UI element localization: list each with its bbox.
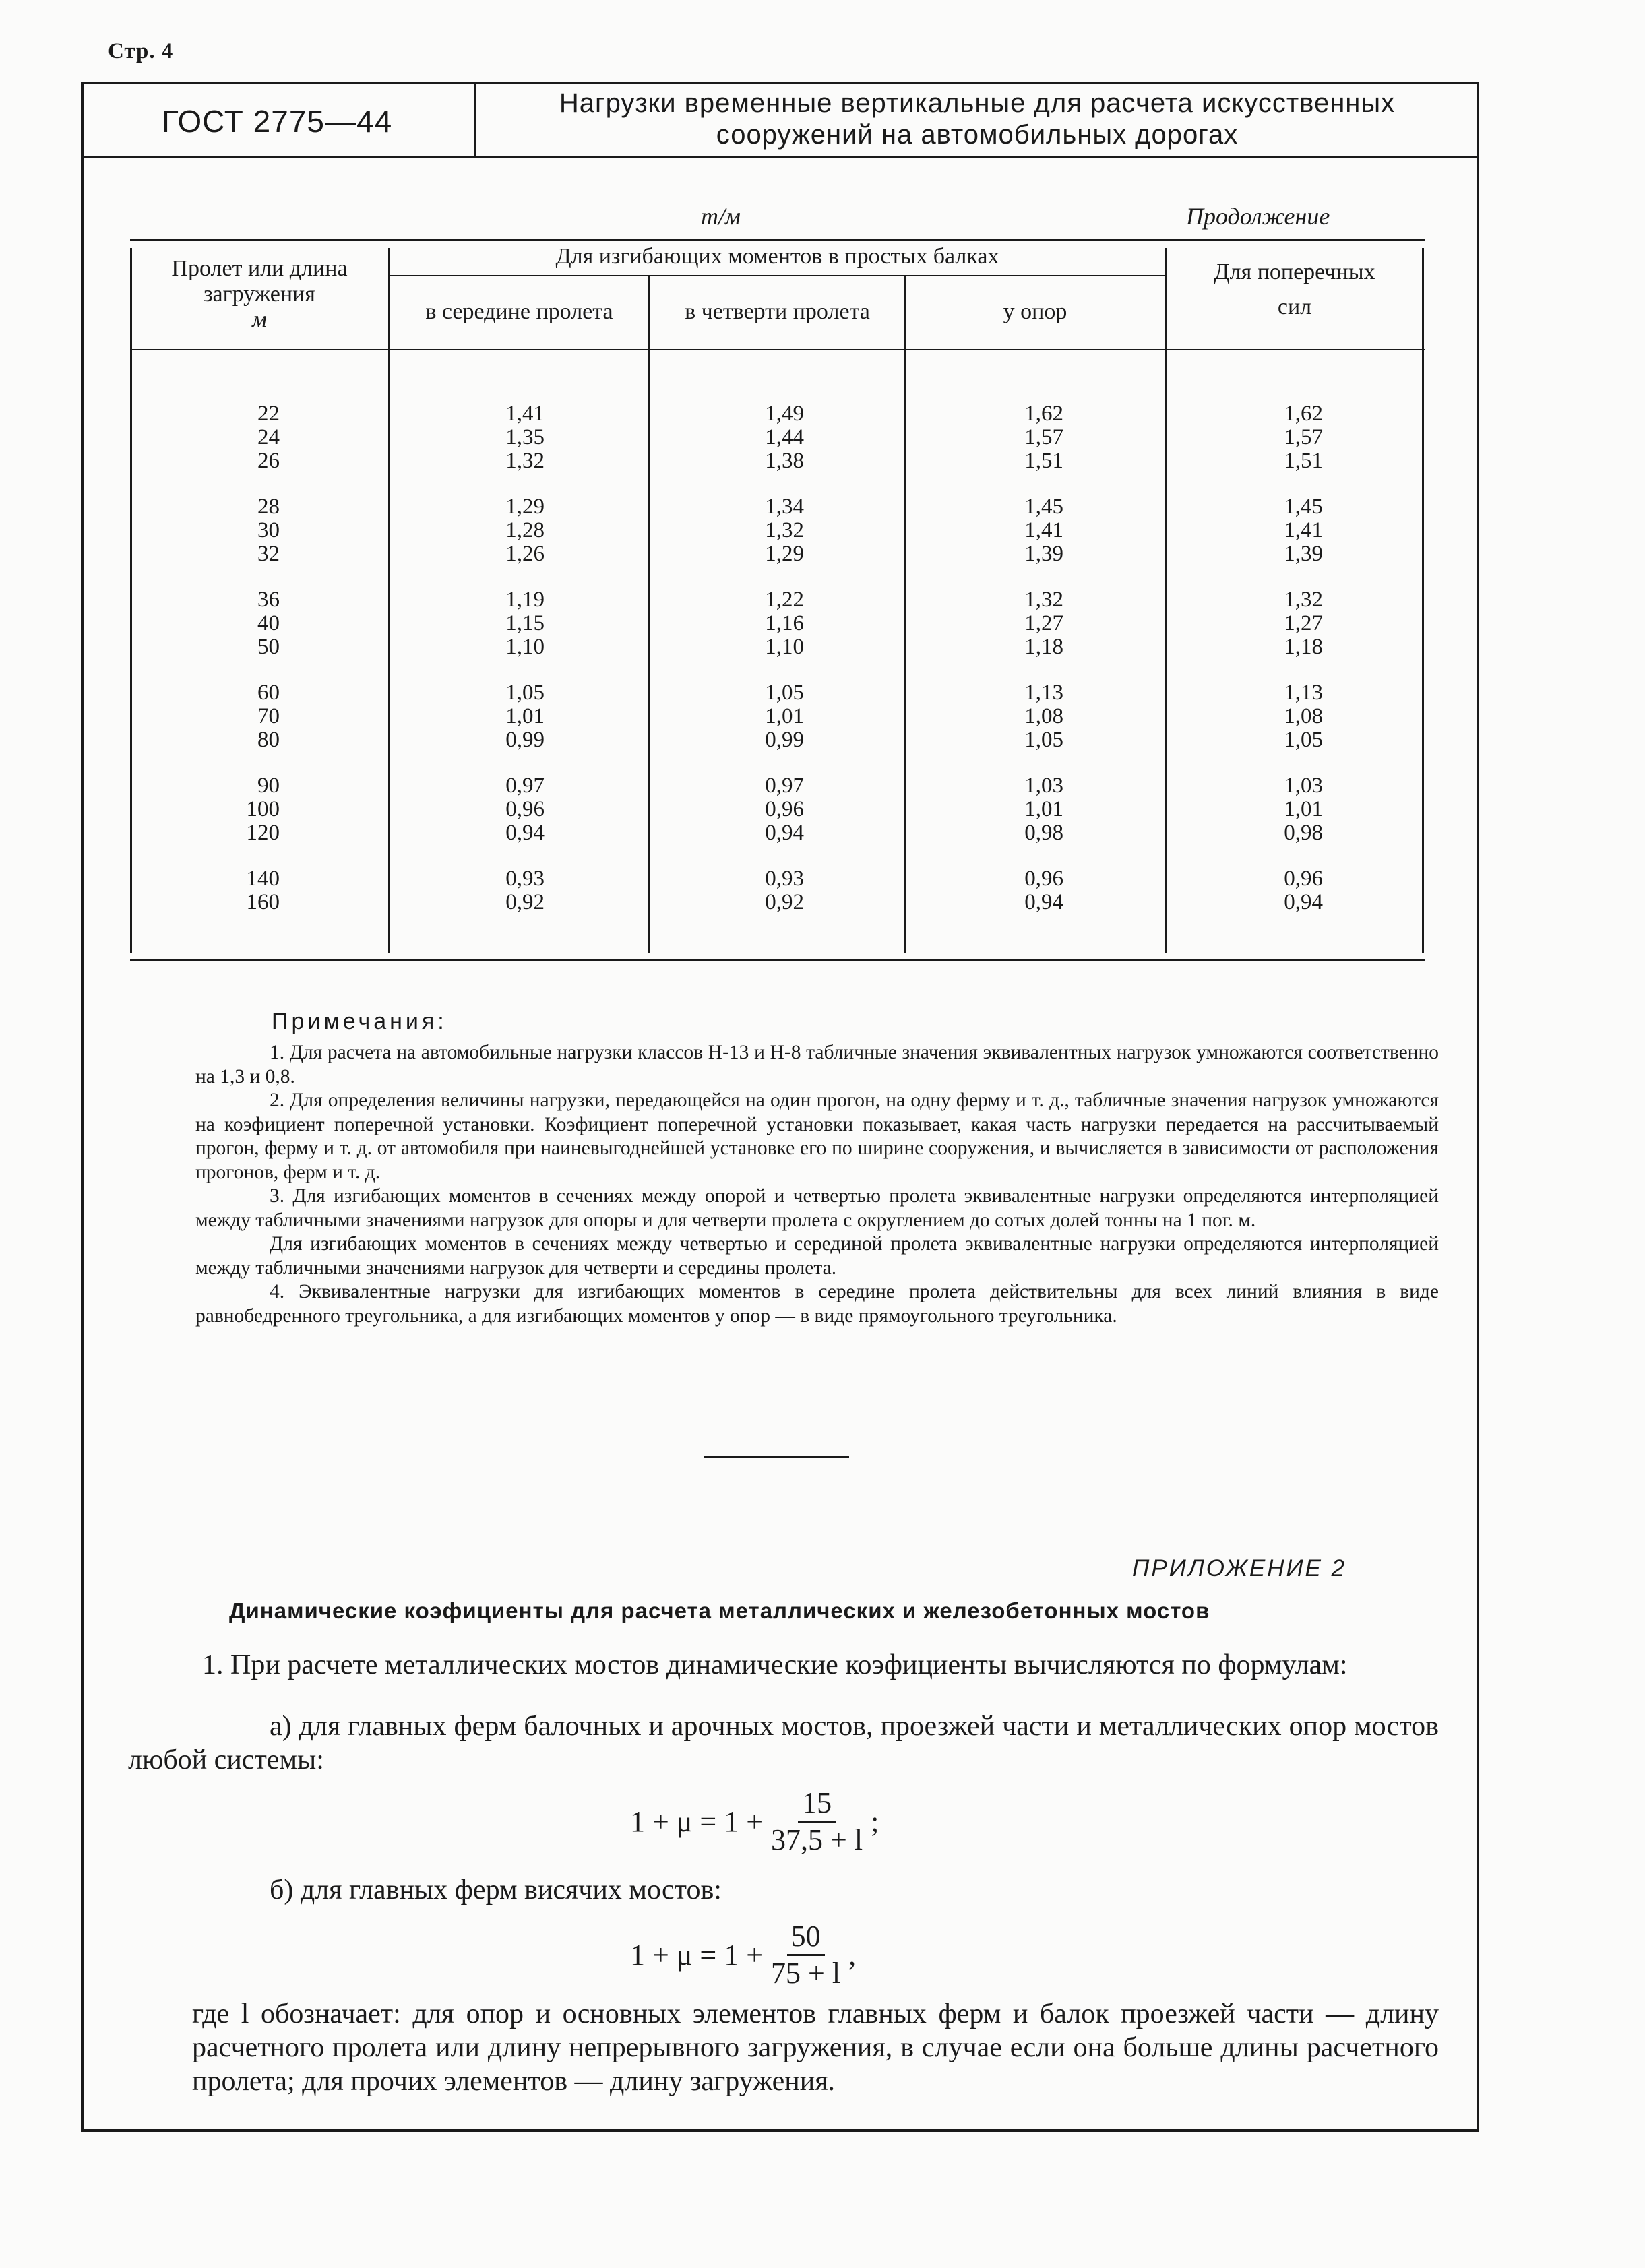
table-unit: т/м: [701, 203, 741, 230]
group-gap: [991, 473, 1063, 495]
header-title-line2: сооружений на автомобильных дорогах: [716, 120, 1239, 150]
col-support-values: [991, 402, 1063, 914]
formula-1: [630, 1787, 879, 1856]
table-cell: 1,41: [1284, 518, 1323, 542]
col-divider-2: [648, 275, 650, 953]
appendix-where-para: где l обозначает: для опор и основных элементов главных ферм и балок проезжей части — длину расчетного пролета или длину непрерывного загружения, в случае если она больше длины расчетного пролета; для прочих элементов — длину загружения.: [192, 1998, 1439, 2097]
header-title: [485, 88, 1469, 151]
table-cell: 1,34: [765, 495, 804, 519]
frame-top-rule: [81, 82, 1479, 84]
table-cell: 1,16: [765, 611, 804, 635]
table-cell: 1,27: [1024, 611, 1063, 635]
formula-2-numerator: 50: [787, 1920, 825, 1956]
table-cell: 40: [257, 611, 280, 635]
table-cell: 120: [246, 821, 280, 845]
table-cell: 1,08: [1024, 704, 1063, 728]
group-gap: [731, 752, 804, 774]
col-quarter-values: [731, 402, 804, 914]
group-gap: [991, 566, 1063, 588]
section-separator: [704, 1456, 849, 1458]
header-shear: [1167, 259, 1422, 320]
table-cell: 60: [257, 681, 280, 705]
group-gap: [1250, 845, 1323, 867]
gost-code: ГОСТ 2775—44: [162, 104, 393, 139]
table-cell: 0,94: [505, 821, 545, 845]
group-gap: [472, 845, 545, 867]
appendix-para-1-text: 1. При расчете металлических мостов динамические коэфициенты вычисляются по формулам:: [202, 1649, 1348, 1680]
table-cell: 0,96: [765, 797, 804, 821]
table-cell: 1,03: [1024, 774, 1063, 798]
table-cell: 0,94: [1024, 890, 1063, 914]
table-cell: 1,05: [1284, 728, 1323, 752]
table-cell: 1,49: [765, 402, 804, 426]
formula-2-lhs: 1 + μ = 1 +: [630, 1939, 764, 1972]
table-cell: 160: [246, 890, 280, 914]
group-gap: [1250, 659, 1323, 681]
formula-2-fraction: [767, 1920, 844, 1990]
table-cell: 1,57: [1284, 425, 1323, 449]
table-cell: 1,29: [765, 542, 804, 566]
table-cell: 90: [257, 774, 280, 798]
table-cell: 50: [257, 635, 280, 659]
header-bottom-rule: [81, 156, 1479, 158]
table-cell: 1,35: [505, 425, 545, 449]
table-cell: 0,92: [505, 890, 545, 914]
group-gap: [731, 659, 804, 681]
col-span-values: [202, 402, 280, 914]
group-header-rule: [390, 275, 1165, 276]
col-divider-3: [904, 275, 906, 953]
col-divider-4: [1165, 248, 1167, 953]
group-gap: [202, 845, 280, 867]
group-gap: [1250, 473, 1323, 495]
group-gap: [472, 566, 545, 588]
note-3: 3. Для изгибающих моментов в сечениях между опорой и четвертью пролета эквивалентные нагрузки определяются интерполяцией между табличными значениями нагрузок для опоры и для четверти пролета с округлением до сотых долей тонны на 1 пог. м.: [195, 1185, 1439, 1231]
table-cell: 1,62: [1024, 402, 1063, 426]
header-support: у опор: [1003, 299, 1067, 324]
table-cell: 1,10: [765, 635, 804, 659]
table-cell: 1,51: [1284, 449, 1323, 473]
header-separator-rule: [130, 349, 1425, 350]
table-cell: 1,29: [505, 495, 545, 519]
table-cell: 0,97: [765, 774, 804, 798]
header-shear-line1: Для поперечных: [1214, 259, 1375, 284]
table-cell: 1,44: [765, 425, 804, 449]
table-cell: 1,01: [505, 704, 545, 728]
formula-2-denominator: 75 + l: [771, 1957, 841, 1990]
table-cell: 1,45: [1284, 495, 1323, 519]
formula-2: [630, 1920, 856, 1990]
formula-1-lhs: 1 + μ = 1 +: [630, 1805, 764, 1838]
group-gap: [202, 752, 280, 774]
group-gap: [731, 473, 804, 495]
table-cell: 1,22: [765, 588, 804, 612]
appendix-label: ПРИЛОЖЕНИЕ 2: [1132, 1555, 1347, 1581]
frame-bottom-rule: [81, 2129, 1479, 2132]
table-cell: 0,96: [1284, 867, 1323, 891]
table-cell: 1,08: [1284, 704, 1323, 728]
table-bottom-rule: [130, 959, 1425, 961]
formula-1-fraction: [767, 1787, 867, 1856]
table-cell: 1,05: [505, 681, 545, 705]
table-cell: 0,96: [1024, 867, 1063, 891]
col-shear-values: [1250, 402, 1323, 914]
group-gap: [991, 659, 1063, 681]
header-shear-line2: сил: [1277, 294, 1312, 319]
table-cell: 1,39: [1284, 542, 1323, 566]
appendix-item-a: а) для главных ферм балочных и арочных мостов, проезжей части и металлических опор мостов любой системы:: [128, 1711, 1439, 1775]
table-right-rule: [1422, 248, 1424, 953]
table-cell: 1,03: [1284, 774, 1323, 798]
group-gap: [202, 659, 280, 681]
group-gap: [472, 473, 545, 495]
appendix-title: Динамические коэфициенты для расчета металлических и железобетонных мостов: [229, 1598, 1210, 1623]
table-cell: 1,41: [1024, 518, 1063, 542]
note-2: 2. Для определения величины нагрузки, передающейся на один прогон, на одну ферму и т. д., табличные значения нагрузок умножаются на коэфициент поперечной установки. Коэфициент поперечной установки показывает, какая часть нагрузки передается на рассчитываемый прогон, ферму и т. д. от автомобиля при наиневыгоднейшей установке его по ширине сооружения, и вычисляется в зависимости от расположения прогонов, ферм и т. д.: [195, 1090, 1439, 1183]
table-cell: 0,93: [505, 867, 545, 891]
col-mid-values: [472, 402, 545, 914]
formula-1-numerator: 15: [798, 1787, 836, 1823]
table-cell: 0,96: [505, 797, 545, 821]
table-cell: 1,32: [505, 449, 545, 473]
table-cell: 1,38: [765, 449, 804, 473]
table-cell: 1,51: [1024, 449, 1063, 473]
note-4: 4. Эквивалентные нагрузки для изгибающих моментов в середине пролета действительны для всех линий влияния в виде равнобедренного треугольника, а для изгибающих моментов у опор — в виде прямоугольного треугольника.: [195, 1281, 1439, 1327]
table-cell: 70: [257, 704, 280, 728]
table-cell: 0,93: [765, 867, 804, 891]
table-cell: 80: [257, 728, 280, 752]
table-cell: 0,94: [765, 821, 804, 845]
header-span-unit: м: [252, 307, 267, 332]
table-cell: 1,45: [1024, 495, 1063, 519]
table-cell: 0,98: [1024, 821, 1063, 845]
table-cell: 1,28: [505, 518, 545, 542]
group-gap: [731, 845, 804, 867]
table-cell: 1,18: [1024, 635, 1063, 659]
formula-2-tail: ,: [848, 1939, 857, 1972]
table-cell: 1,18: [1284, 635, 1323, 659]
header-bending-moments: Для изгибающих моментов в простых балках: [555, 244, 999, 269]
group-gap: [991, 845, 1063, 867]
group-gap: [1250, 752, 1323, 774]
table-cell: 32: [257, 542, 280, 566]
header-span-label: Пролет или длина загружения: [171, 256, 348, 307]
group-gap: [1250, 566, 1323, 588]
table-cell: 1,01: [1284, 797, 1323, 821]
table-cell: 36: [257, 588, 280, 612]
notes-title: Примечания:: [272, 1009, 447, 1034]
table-cell: 1,26: [505, 542, 545, 566]
notes-block: [195, 1041, 1439, 1328]
group-gap: [731, 566, 804, 588]
continuation-label: Продолжение: [1186, 203, 1330, 230]
table-cell: 28: [257, 495, 280, 519]
table-cell: 140: [246, 867, 280, 891]
table-cell: 1,57: [1024, 425, 1063, 449]
table-cell: 22: [257, 402, 280, 426]
group-gap: [202, 473, 280, 495]
table-cell: 1,01: [1024, 797, 1063, 821]
group-gap: [202, 566, 280, 588]
table-cell: 0,94: [1284, 890, 1323, 914]
header-mid-span: в середине пролета: [425, 299, 613, 324]
table-cell: 1,32: [1284, 588, 1323, 612]
header-divider: [474, 84, 476, 156]
table-cell: 1,41: [505, 402, 545, 426]
col-divider-1: [388, 248, 390, 953]
table-cell: 1,13: [1024, 681, 1063, 705]
table-cell: 0,99: [765, 728, 804, 752]
table-cell: 100: [246, 797, 280, 821]
table-cell: 30: [257, 518, 280, 542]
table-top-rule: [130, 239, 1425, 241]
header-title-line1: Нагрузки временные вертикальные для расчета искусственных: [559, 88, 1396, 118]
table-cell: 1,13: [1284, 681, 1323, 705]
header-quarter-span: в четверти пролета: [685, 299, 870, 324]
table-cell: 1,15: [505, 611, 545, 635]
table-cell: 1,19: [505, 588, 545, 612]
table-cell: 1,10: [505, 635, 545, 659]
formula-1-tail: ;: [871, 1805, 879, 1838]
table-cell: 0,98: [1284, 821, 1323, 845]
table-cell: 26: [257, 449, 280, 473]
note-1: 1. Для расчета на автомобильные нагрузки классов Н-13 и Н-8 табличные значения эквивалентных нагрузок умножаются соответственно на 1,3 и 0,8.: [195, 1042, 1439, 1088]
table-cell: 1,62: [1284, 402, 1323, 426]
table-cell: 0,92: [765, 890, 804, 914]
table-cell: 1,05: [1024, 728, 1063, 752]
appendix-para-1: [128, 1648, 1439, 1682]
formula-1-denominator: 37,5 + l: [771, 1823, 863, 1856]
page-number: Стр. 4: [108, 39, 174, 63]
group-gap: [991, 752, 1063, 774]
table-cell: 0,99: [505, 728, 545, 752]
table-cell: 0,97: [505, 774, 545, 798]
table-cell: 1,27: [1284, 611, 1323, 635]
frame-left-rule: [81, 83, 84, 2131]
table-cell: 1,01: [765, 704, 804, 728]
header-span: [131, 256, 387, 333]
group-gap: [472, 752, 545, 774]
group-gap: [472, 659, 545, 681]
table-cell: 1,05: [765, 681, 804, 705]
table-cell: 1,32: [765, 518, 804, 542]
table-cell: 1,32: [1024, 588, 1063, 612]
table-cell: 24: [257, 425, 280, 449]
frame-right-rule: [1477, 83, 1479, 2131]
appendix-item-b: б) для главных ферм висячих мостов:: [270, 1875, 722, 1905]
table-cell: 1,39: [1024, 542, 1063, 566]
note-3b: Для изгибающих моментов в сечениях между четвертью и серединой пролета эквивалентные нагрузки определяются интерполяцией между табличными значениями нагрузок для четверти и середины пролета.: [195, 1233, 1439, 1279]
table-left-rule: [130, 248, 132, 953]
